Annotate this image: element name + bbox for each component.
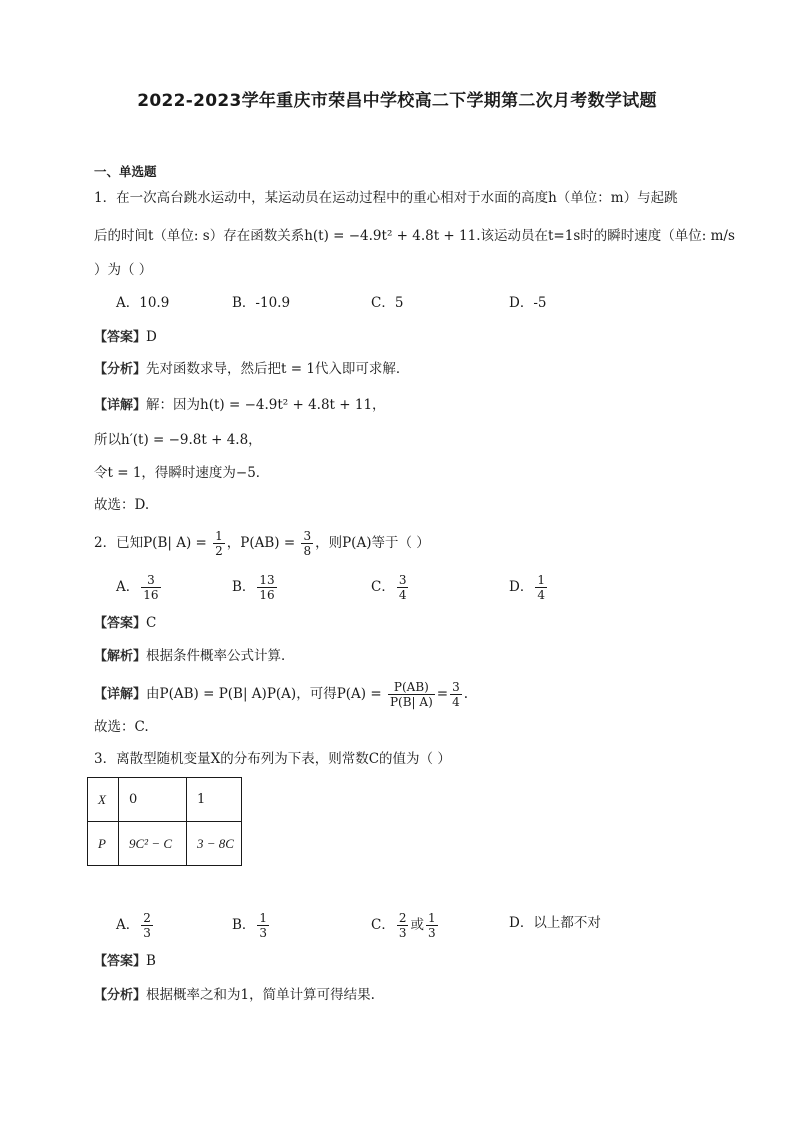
q1-option-c: C．5 — [371, 295, 404, 311]
q2-detail-fraction-2-den: 4 — [452, 695, 460, 709]
analysis-text: 根据概率之和为1，简单计算可得结果. — [146, 987, 375, 1003]
q1-detail-line3: 令t = 1，得瞬时速度为−5． — [94, 465, 270, 481]
q3-option-a-num: 2 — [143, 911, 151, 925]
q1-conclusion: 故选：D. — [94, 497, 150, 513]
q2-option-c — [371, 573, 410, 602]
table-cell: 1 — [187, 778, 242, 822]
q2-detail-fraction-den: P(B| A) — [389, 695, 433, 709]
q1-detail-line2: 所以h′(t) = −9.8t + 4.8， — [94, 432, 262, 448]
distribution-table — [87, 777, 242, 866]
q2-detail — [94, 680, 468, 709]
detail-text: 解：因为h(t) = −4.9t² + 4.8t + 11， — [146, 397, 386, 413]
q1-stem-line2: 后的时间t（单位: s）存在函数关系h(t) = −4.9t² + 4.8t + 11.该运动员在t=1s时的瞬时速度（单位: m/s — [94, 228, 735, 244]
table-cell: X — [88, 778, 119, 822]
q3-stem: 3．离散型随机变量X的分布列为下表，则常数C的值为（ ） — [94, 751, 451, 767]
q2-fraction-1 — [213, 529, 225, 558]
q2-option-d-label: D． — [509, 579, 534, 595]
q2-option-b-den: 16 — [259, 588, 275, 602]
q3-option-b-num: 1 — [259, 911, 268, 925]
q1-option-b: B．-10.9 — [232, 295, 291, 311]
q3-option-c-label: C． — [371, 917, 395, 933]
q2-fraction-2-den: 8 — [303, 544, 312, 558]
q3-option-a-label: A． — [116, 917, 140, 933]
q2-option-d-fraction — [535, 573, 547, 602]
q3-option-d: D．以上都不对 — [509, 915, 601, 931]
q3-option-c-den: 3 — [398, 926, 407, 940]
analysis-tag: 【解析】 — [94, 649, 147, 664]
q3-option-b-label: B． — [232, 917, 256, 933]
q2-detail-fraction-2 — [450, 680, 462, 709]
table-cell: 0 — [119, 778, 187, 822]
q1-answer — [94, 327, 157, 348]
analysis-text: 先对函数求导，然后把t = 1代入即可求解． — [146, 361, 410, 377]
q3-option-c — [371, 911, 440, 940]
detail-tag: 【详解】 — [94, 687, 147, 702]
q3-option-c-num-2: 1 — [427, 911, 436, 925]
q2-answer — [94, 613, 156, 634]
q2-stem-part2: ，P(AB) = — [226, 535, 296, 551]
q2-fraction-1-den: 2 — [215, 544, 223, 558]
q2-fraction-1-num: 1 — [215, 529, 223, 543]
q2-option-a-label: A． — [116, 579, 140, 595]
q2-stem — [94, 529, 430, 558]
q3-analysis — [94, 985, 375, 1006]
q1-stem-line3: ）为（ ） — [94, 262, 153, 278]
q3-option-c-den-2: 3 — [427, 926, 436, 940]
detail-text: 由P(AB) = P(B| A)P(A)，可得P(A) = — [146, 686, 382, 702]
analysis-tag: 【分析】 — [94, 362, 147, 377]
q2-option-a-fraction — [141, 573, 160, 602]
q3-answer — [94, 951, 156, 972]
q2-fraction-2 — [301, 529, 313, 558]
q1-stem-line1: 1．在一次高台跳水运动中，某运动员在运动过程中的重心相对于水面的高度h（单位：m）与起跳 — [94, 190, 678, 206]
q2-option-a — [116, 573, 163, 602]
q2-detail-fraction-2-num: 3 — [452, 680, 460, 694]
q2-conclusion: 故选：C. — [94, 719, 149, 735]
q3-option-a-fraction — [141, 911, 153, 940]
q1-option-d: D．-5 — [509, 295, 547, 311]
q3-option-c-fraction — [397, 911, 409, 940]
table-row — [88, 778, 242, 822]
q2-analysis — [94, 646, 295, 667]
q2-option-a-den: 16 — [143, 588, 159, 602]
q2-option-a-num: 3 — [141, 573, 160, 588]
answer-value: D — [146, 329, 157, 345]
table-row — [88, 822, 242, 866]
q3-option-c-num: 2 — [398, 911, 407, 925]
q2-detail-end: . — [463, 686, 468, 702]
analysis-text: 根据条件概率公式计算． — [146, 648, 295, 664]
q3-option-c-or: 或 — [410, 917, 424, 933]
answer-value: B — [146, 953, 156, 969]
q2-stem-part3: ，则P(A)等于（ ） — [315, 535, 430, 551]
q2-option-b-label: B． — [232, 579, 256, 595]
q2-option-b-num: 13 — [259, 573, 275, 587]
q1-option-a: A．10.9 — [116, 295, 170, 311]
answer-tag: 【答案】 — [94, 954, 147, 969]
q2-option-d — [509, 573, 549, 602]
q2-fraction-2-num: 3 — [303, 529, 312, 543]
table-cell: 3 − 8C — [187, 822, 242, 866]
q2-option-b — [232, 573, 279, 602]
q3-option-b-fraction — [257, 911, 269, 940]
q3-option-a — [116, 911, 155, 940]
table-cell: 9C² − C — [119, 822, 187, 866]
q3-option-b-den: 3 — [259, 926, 268, 940]
q1-detail — [94, 395, 386, 416]
q2-detail-fraction — [388, 680, 435, 709]
q2-option-c-fraction — [397, 573, 409, 602]
answer-value: C — [146, 615, 157, 631]
answer-tag: 【答案】 — [94, 330, 147, 345]
answer-tag: 【答案】 — [94, 616, 147, 631]
q3-option-a-den: 3 — [143, 926, 151, 940]
analysis-tag: 【分析】 — [94, 988, 147, 1003]
q2-option-c-num: 3 — [398, 573, 407, 587]
q2-detail-fraction-num: P(AB) — [388, 680, 435, 695]
q1-analysis — [94, 359, 409, 380]
document-title: 2022-2023学年重庆市荣昌中学校高二下学期第二次月考数学试题 — [137, 91, 657, 111]
q2-detail-equals: = — [436, 686, 449, 702]
q2-option-d-den: 4 — [537, 588, 545, 602]
q2-option-b-fraction — [257, 573, 276, 602]
q2-option-c-den: 4 — [398, 588, 407, 602]
q3-option-b — [232, 911, 271, 940]
table-cell: P — [88, 822, 119, 866]
q2-option-c-label: C． — [371, 579, 395, 595]
detail-tag: 【详解】 — [94, 398, 147, 413]
q2-option-d-num: 1 — [537, 573, 545, 587]
q3-option-c-fraction-2 — [426, 911, 438, 940]
q2-stem-part1: 2．已知P(B| A) = — [94, 535, 207, 551]
section-heading: 一、单选题 — [94, 164, 157, 179]
